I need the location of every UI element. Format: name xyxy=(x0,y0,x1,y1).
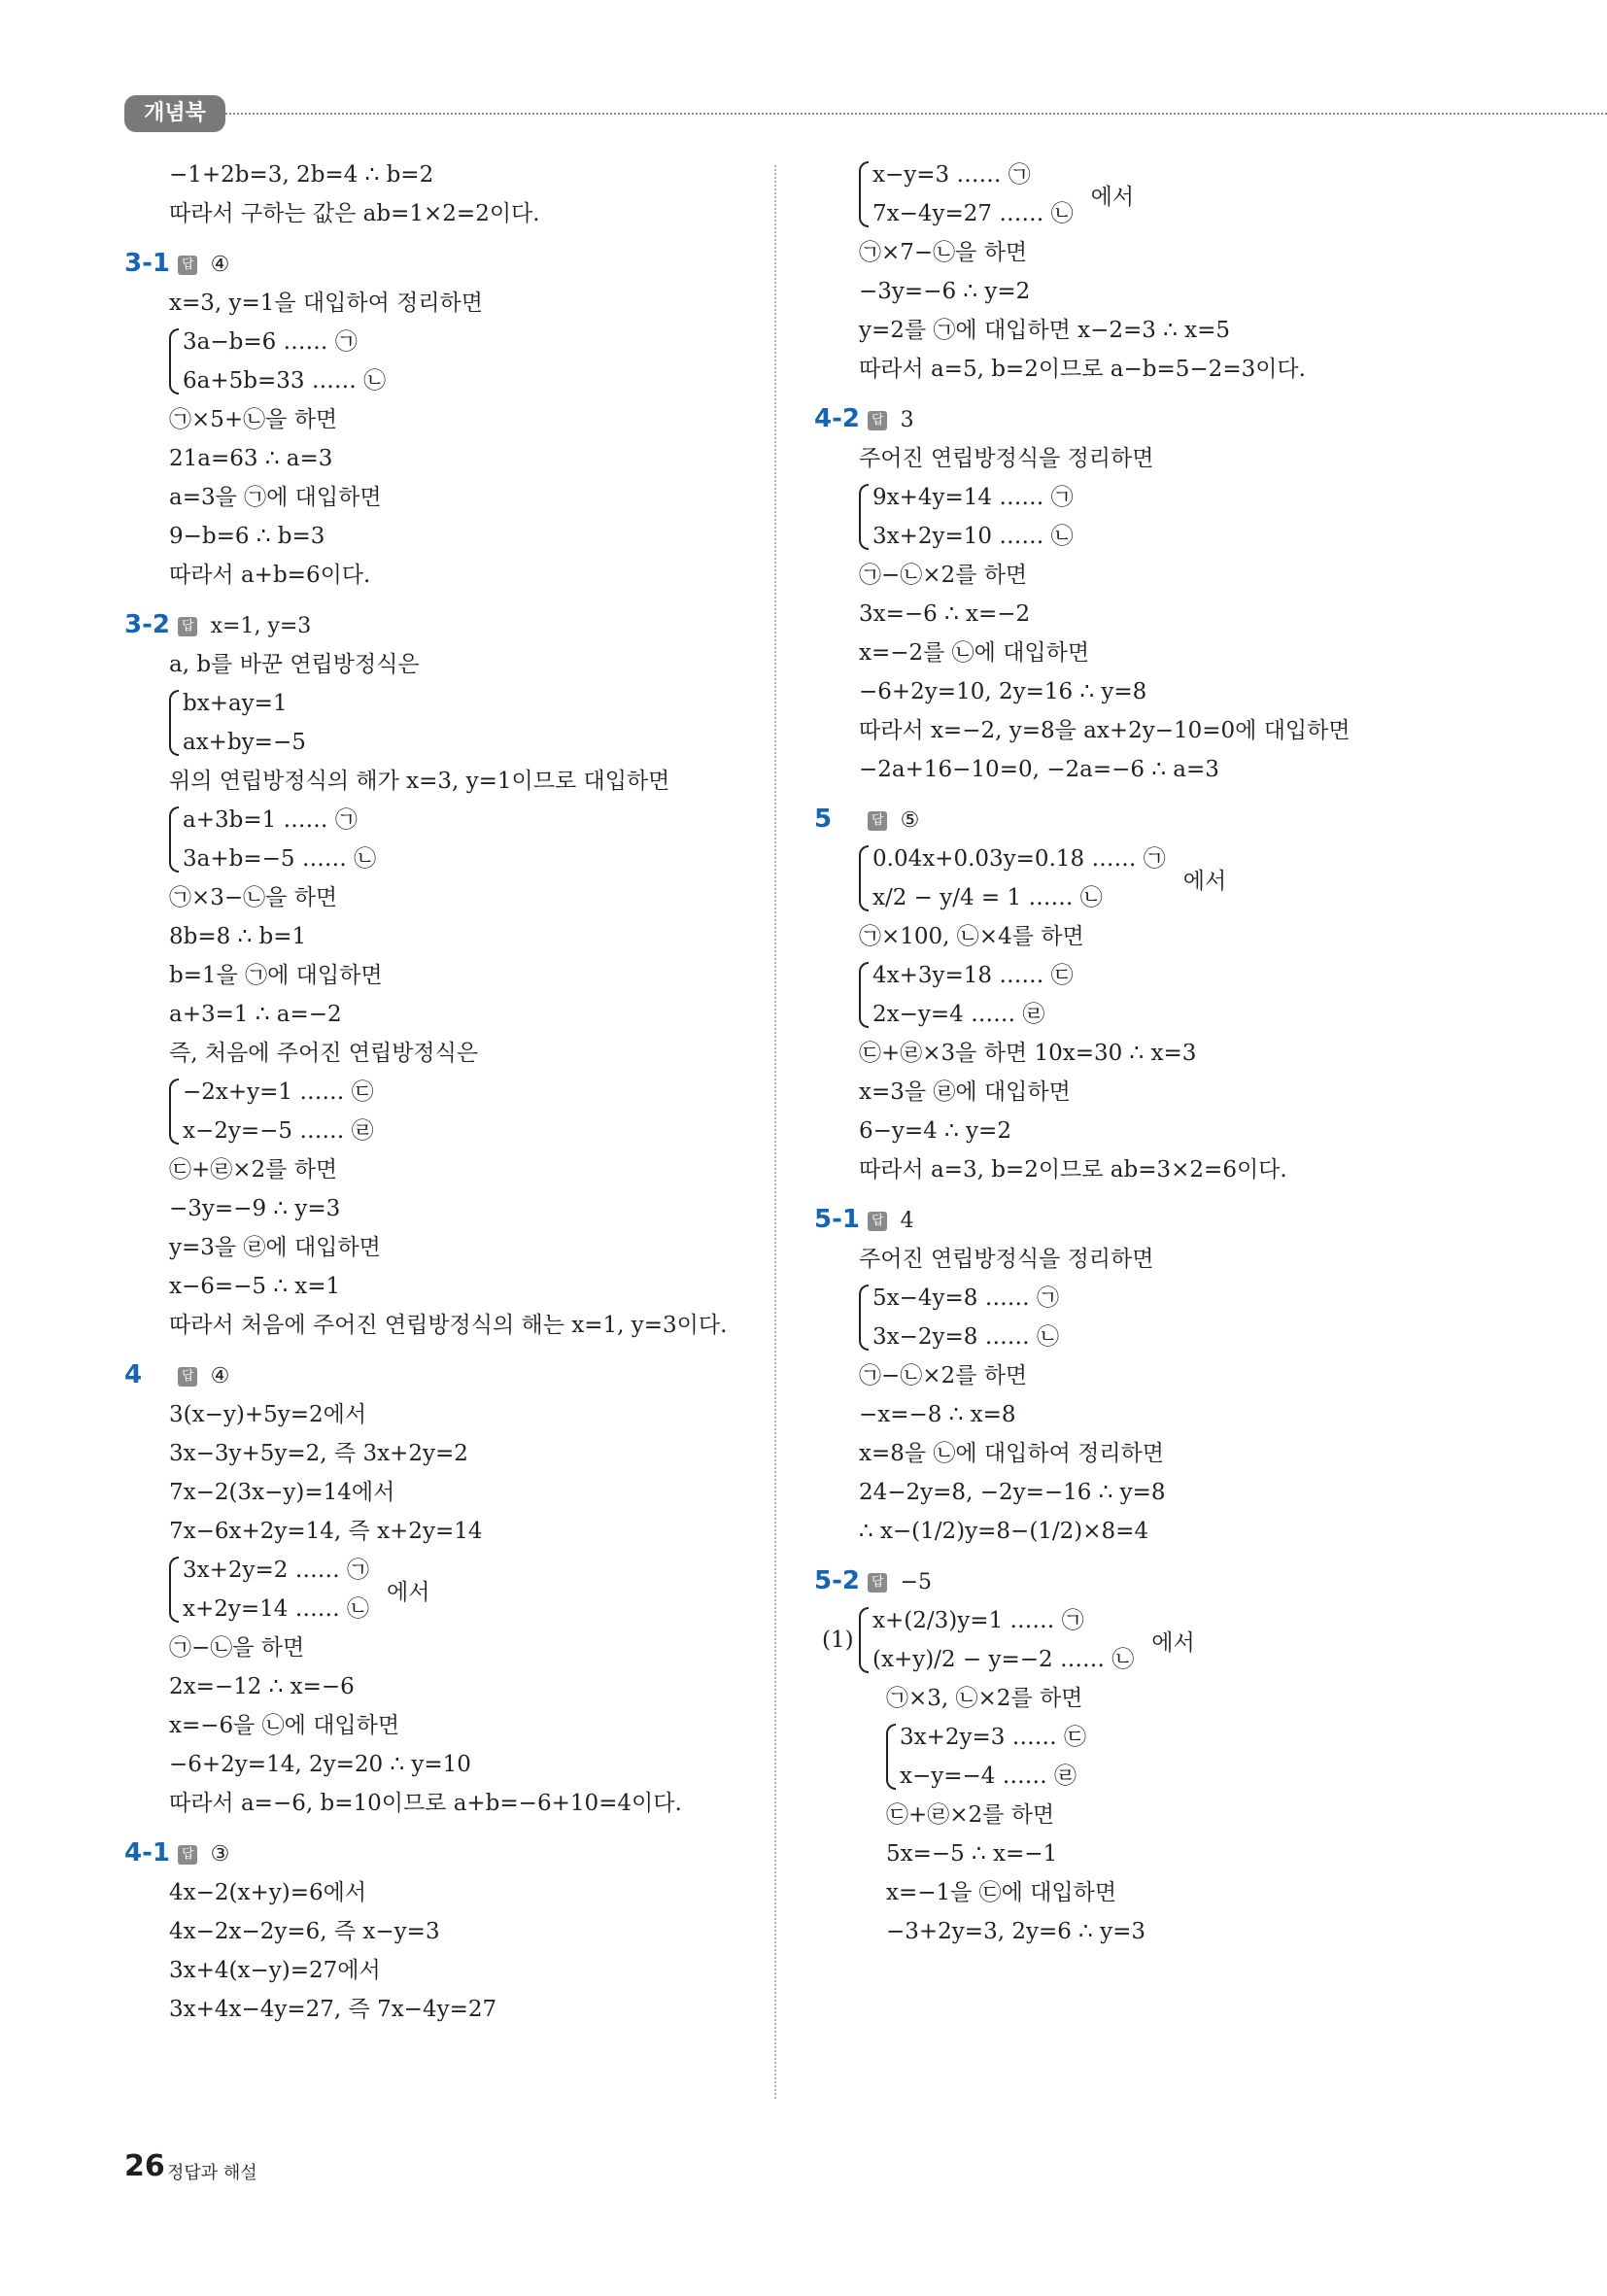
text-line: 4x−2x−2y=6, 즉 x−y=3 xyxy=(169,1919,440,1944)
text-line: a+3=1 ∴ a=−2 xyxy=(169,1002,342,1027)
sub-question-label: (1) xyxy=(822,1628,854,1653)
equation: 2x−y=4 …… ㉣ xyxy=(872,1002,1045,1027)
text-line: 주어진 연립방정식을 정리하면 xyxy=(859,446,1154,471)
equation-system xyxy=(859,840,1166,917)
intro-block xyxy=(124,155,746,233)
brace-icon xyxy=(169,1079,179,1145)
problem-5 xyxy=(814,799,1494,1189)
problem-4-1 xyxy=(124,1833,746,2029)
answer-value: x=1, y=3 xyxy=(210,614,312,638)
equation-system-row xyxy=(814,1601,1494,1679)
answer-badge: 답 xyxy=(178,1845,197,1865)
text-line: 8b=8 ∴ b=1 xyxy=(169,924,307,949)
text-line: 3(x−y)+5y=2에서 xyxy=(169,1402,367,1427)
equation-system xyxy=(859,155,1074,233)
text-line: 따라서 구하는 값은 ab=1×2=2이다. xyxy=(169,201,540,226)
text-line: x=8을 ㉡에 대입하여 정리하면 xyxy=(859,1441,1164,1466)
problem-number: 5 xyxy=(814,805,833,834)
text-line: ㉠×5+㉡을 하면 xyxy=(169,407,338,432)
equation: −2x+y=1 …… ㉢ xyxy=(183,1079,374,1105)
brace-icon xyxy=(859,845,869,911)
problem-heading xyxy=(814,799,1494,840)
problem-heading xyxy=(814,1199,1494,1240)
book-section-tag: 개념북 xyxy=(124,95,225,132)
answer-value: −5 xyxy=(900,1570,933,1594)
equation: 3x−2y=8 …… ㉡ xyxy=(872,1324,1060,1350)
equation: a+3b=1 …… ㉠ xyxy=(183,807,358,833)
brace-icon xyxy=(859,1285,869,1351)
problem-number: 3-1 xyxy=(124,249,170,278)
answer-value: ③ xyxy=(210,1842,230,1867)
text-line: −3y=−9 ∴ y=3 xyxy=(169,1196,341,1221)
equation: (x+y)/2 − y=−2 …… ㉡ xyxy=(872,1647,1135,1672)
text-line: x=−6을 ㉡에 대입하면 xyxy=(169,1713,400,1738)
text-line: y=2를 ㉠에 대입하면 x−2=3 ∴ x=5 xyxy=(859,318,1231,343)
answer-value: ④ xyxy=(210,253,230,277)
equation: ax+by=−5 xyxy=(183,730,306,755)
problem-5-1 xyxy=(814,1199,1494,1551)
text-line: x=3을 ㉣에 대입하면 xyxy=(859,1079,1071,1105)
system-suffix: 에서 xyxy=(387,1579,430,1605)
text-line: 3x+4x−4y=27, 즉 7x−4y=27 xyxy=(169,1997,497,2022)
text-line: y=3을 ㉣에 대입하면 xyxy=(169,1235,381,1260)
brace-icon xyxy=(169,328,179,394)
text-line: 2x=−12 ∴ x=−6 xyxy=(169,1674,355,1699)
text-line: a=3을 ㉠에 대입하면 xyxy=(169,485,382,510)
answer-value: 3 xyxy=(900,408,914,432)
equation-system xyxy=(169,1551,369,1628)
text-line: 21a=63 ∴ a=3 xyxy=(169,446,333,471)
problem-number: 4-1 xyxy=(124,1838,170,1868)
equation: 9x+4y=14 …… ㉠ xyxy=(872,485,1074,510)
problem-heading xyxy=(124,243,746,284)
answer-badge: 답 xyxy=(178,1367,197,1387)
text-line: −6+2y=10, 2y=16 ∴ y=8 xyxy=(859,679,1147,704)
text-line: 3x+4(x−y)=27에서 xyxy=(169,1958,381,1983)
equation: x−y=−4 …… ㉣ xyxy=(900,1764,1077,1789)
text-line: 따라서 a+b=6이다. xyxy=(169,563,371,588)
problem-3-1 xyxy=(124,243,746,595)
equation: 7x−4y=27 …… ㉡ xyxy=(872,201,1074,226)
problem-number: 4-2 xyxy=(814,404,860,433)
brace-icon xyxy=(859,161,869,227)
text-line: 7x−2(3x−y)=14에서 xyxy=(169,1480,395,1505)
problem-number: 3-2 xyxy=(124,610,170,639)
text-line: 3x−3y+5y=2, 즉 3x+2y=2 xyxy=(169,1441,468,1466)
answer-badge: 답 xyxy=(178,617,197,636)
equation: 0.04x+0.03y=0.18 …… ㉠ xyxy=(872,846,1166,872)
problem-4-1-continued xyxy=(814,155,1494,389)
system-suffix: 에서 xyxy=(1090,184,1135,210)
text-line: −3+2y=3, 2y=6 ∴ y=3 xyxy=(886,1919,1146,1944)
problem-number: 5-1 xyxy=(814,1205,860,1234)
text-line: 따라서 처음에 주어진 연립방정식의 해는 x=1, y=3이다. xyxy=(169,1313,728,1338)
brace-icon xyxy=(859,484,869,550)
text-line: x=−2를 ㉡에 대입하면 xyxy=(859,640,1090,666)
problem-number: 4 xyxy=(124,1360,143,1389)
problem-number: 5-2 xyxy=(814,1566,860,1595)
answer-badge: 답 xyxy=(868,811,887,831)
page-number: 26 xyxy=(124,2149,165,2183)
text-line: −6+2y=14, 2y=20 ∴ y=10 xyxy=(169,1752,471,1777)
text-line: ㉢+㉣×3을 하면 10x=30 ∴ x=3 xyxy=(859,1041,1197,1066)
header-divider xyxy=(225,113,1607,115)
problem-3-2 xyxy=(124,604,746,1345)
right-column xyxy=(814,155,1494,1951)
text-line: 5x=−5 ∴ x=−1 xyxy=(886,1841,1058,1867)
equation: x+(2/3)y=1 …… ㉠ xyxy=(872,1608,1084,1633)
equation-system xyxy=(169,1073,746,1150)
equation-system xyxy=(169,801,746,878)
equation: x−2y=−5 …… ㉣ xyxy=(183,1118,374,1144)
equation-system xyxy=(886,1718,1494,1796)
answer-badge: 답 xyxy=(868,1573,887,1593)
equation: 3a−b=6 …… ㉠ xyxy=(183,329,358,355)
system-suffix: 에서 xyxy=(1182,868,1227,894)
text-line: 9−b=6 ∴ b=3 xyxy=(169,524,325,549)
text-line: 6−y=4 ∴ y=2 xyxy=(859,1118,1011,1144)
text-line: x−6=−5 ∴ x=1 xyxy=(169,1274,341,1299)
equation-system xyxy=(169,684,746,762)
footer-label: 정답과 해설 xyxy=(167,2163,257,2183)
text-line: −3y=−6 ∴ y=2 xyxy=(859,279,1031,304)
text-line: 3x=−6 ∴ x=−2 xyxy=(859,601,1031,627)
problem-5-2 xyxy=(814,1560,1494,1951)
equation-system xyxy=(859,1601,1134,1679)
equation: 3x+2y=3 …… ㉢ xyxy=(900,1725,1087,1750)
brace-icon xyxy=(169,1557,179,1623)
text-line: ㉠×3−㉡을 하면 xyxy=(169,885,338,910)
system-suffix: 에서 xyxy=(1151,1629,1195,1656)
equation: 4x+3y=18 …… ㉢ xyxy=(872,963,1074,988)
text-line: 따라서 a=3, b=2이므로 ab=3×2=6이다. xyxy=(859,1157,1287,1182)
equation-system-row xyxy=(814,155,1494,233)
text-line: ㉠−㉡×2를 하면 xyxy=(859,1363,1028,1388)
column-divider xyxy=(774,165,776,2099)
text-line: −1+2b=3, 2b=4 ∴ b=2 xyxy=(169,162,434,188)
text-line: −x=−8 ∴ x=8 xyxy=(859,1402,1016,1427)
text-line: 즉, 처음에 주어진 연립방정식은 xyxy=(169,1041,479,1066)
text-line: 주어진 연립방정식을 정리하면 xyxy=(859,1247,1154,1272)
equation: x/2 − y/4 = 1 …… ㉡ xyxy=(872,885,1103,910)
text-line: 위의 연립방정식의 해가 x=3, y=1이므로 대입하면 xyxy=(169,769,670,794)
text-line: x=3, y=1을 대입하여 정리하면 xyxy=(169,291,483,316)
text-line: 따라서 a=5, b=2이므로 a−b=5−2=3이다. xyxy=(859,357,1306,382)
text-line: a, b를 바꾼 연립방정식은 xyxy=(169,652,420,677)
equation: x+2y=14 …… ㉡ xyxy=(183,1596,370,1622)
brace-icon xyxy=(859,962,869,1028)
problem-4-2 xyxy=(814,398,1494,789)
text-line: 따라서 a=−6, b=10이므로 a+b=−6+10=4이다. xyxy=(169,1791,682,1816)
text-line: ㉢+㉣×2를 하면 xyxy=(169,1157,338,1182)
brace-icon xyxy=(859,1607,869,1673)
text-line: 따라서 x=−2, y=8을 ax+2y−10=0에 대입하면 xyxy=(859,718,1351,743)
equation-system-row xyxy=(124,1551,746,1628)
problem-4 xyxy=(124,1354,746,1823)
brace-icon xyxy=(886,1724,896,1790)
equation-system xyxy=(169,323,746,400)
text-line: 7x−6x+2y=14, 즉 x+2y=14 xyxy=(169,1519,483,1544)
text-line: ㉠−㉡×2를 하면 xyxy=(859,563,1028,588)
equation-system xyxy=(859,1279,1494,1356)
brace-icon xyxy=(169,806,179,873)
equation-system-row xyxy=(814,840,1494,917)
equation: x−y=3 …… ㉠ xyxy=(872,162,1031,188)
problem-heading xyxy=(814,1560,1494,1601)
problem-heading xyxy=(814,398,1494,439)
equation-system xyxy=(859,478,1494,556)
text-line: ㉠−㉡을 하면 xyxy=(169,1635,305,1661)
brace-icon xyxy=(169,690,179,756)
equation: 5x−4y=8 …… ㉠ xyxy=(872,1285,1060,1311)
answer-value: 4 xyxy=(900,1209,914,1233)
text-line: b=1을 ㉠에 대입하면 xyxy=(169,963,383,988)
answer-value: ⑤ xyxy=(900,808,920,833)
problem-heading xyxy=(124,1354,746,1395)
text-line: ㉠×3, ㉡×2를 하면 xyxy=(886,1686,1083,1711)
text-line: x=−1을 ㉢에 대입하면 xyxy=(886,1880,1117,1905)
left-column xyxy=(124,155,746,2029)
equation: bx+ay=1 xyxy=(183,691,288,716)
text-line: ㉢+㉣×2를 하면 xyxy=(886,1802,1055,1828)
text-line: 4x−2(x+y)=6에서 xyxy=(169,1880,367,1905)
answer-badge: 답 xyxy=(868,1212,887,1231)
text-line: ∴ x−(1/2)y=8−(1/2)×8=4 xyxy=(859,1519,1149,1544)
equation: 3a+b=−5 …… ㉡ xyxy=(183,846,377,872)
equation: 3x+2y=10 …… ㉡ xyxy=(872,524,1074,549)
equation-system xyxy=(859,956,1494,1034)
problem-heading xyxy=(124,604,746,645)
equation: 6a+5b=33 …… ㉡ xyxy=(183,368,387,394)
answer-value: ④ xyxy=(210,1364,230,1388)
text-line: 24−2y=8, −2y=−16 ∴ y=8 xyxy=(859,1480,1166,1505)
answer-badge: 답 xyxy=(868,411,887,430)
equation: 3x+2y=2 …… ㉠ xyxy=(183,1558,370,1583)
problem-heading xyxy=(124,1833,746,1873)
answer-badge: 답 xyxy=(178,256,197,275)
text-line: ㉠×7−㉡을 하면 xyxy=(859,240,1028,265)
text-line: ㉠×100, ㉡×4를 하면 xyxy=(859,924,1084,949)
text-line: −2a+16−10=0, −2a=−6 ∴ a=3 xyxy=(859,757,1219,782)
